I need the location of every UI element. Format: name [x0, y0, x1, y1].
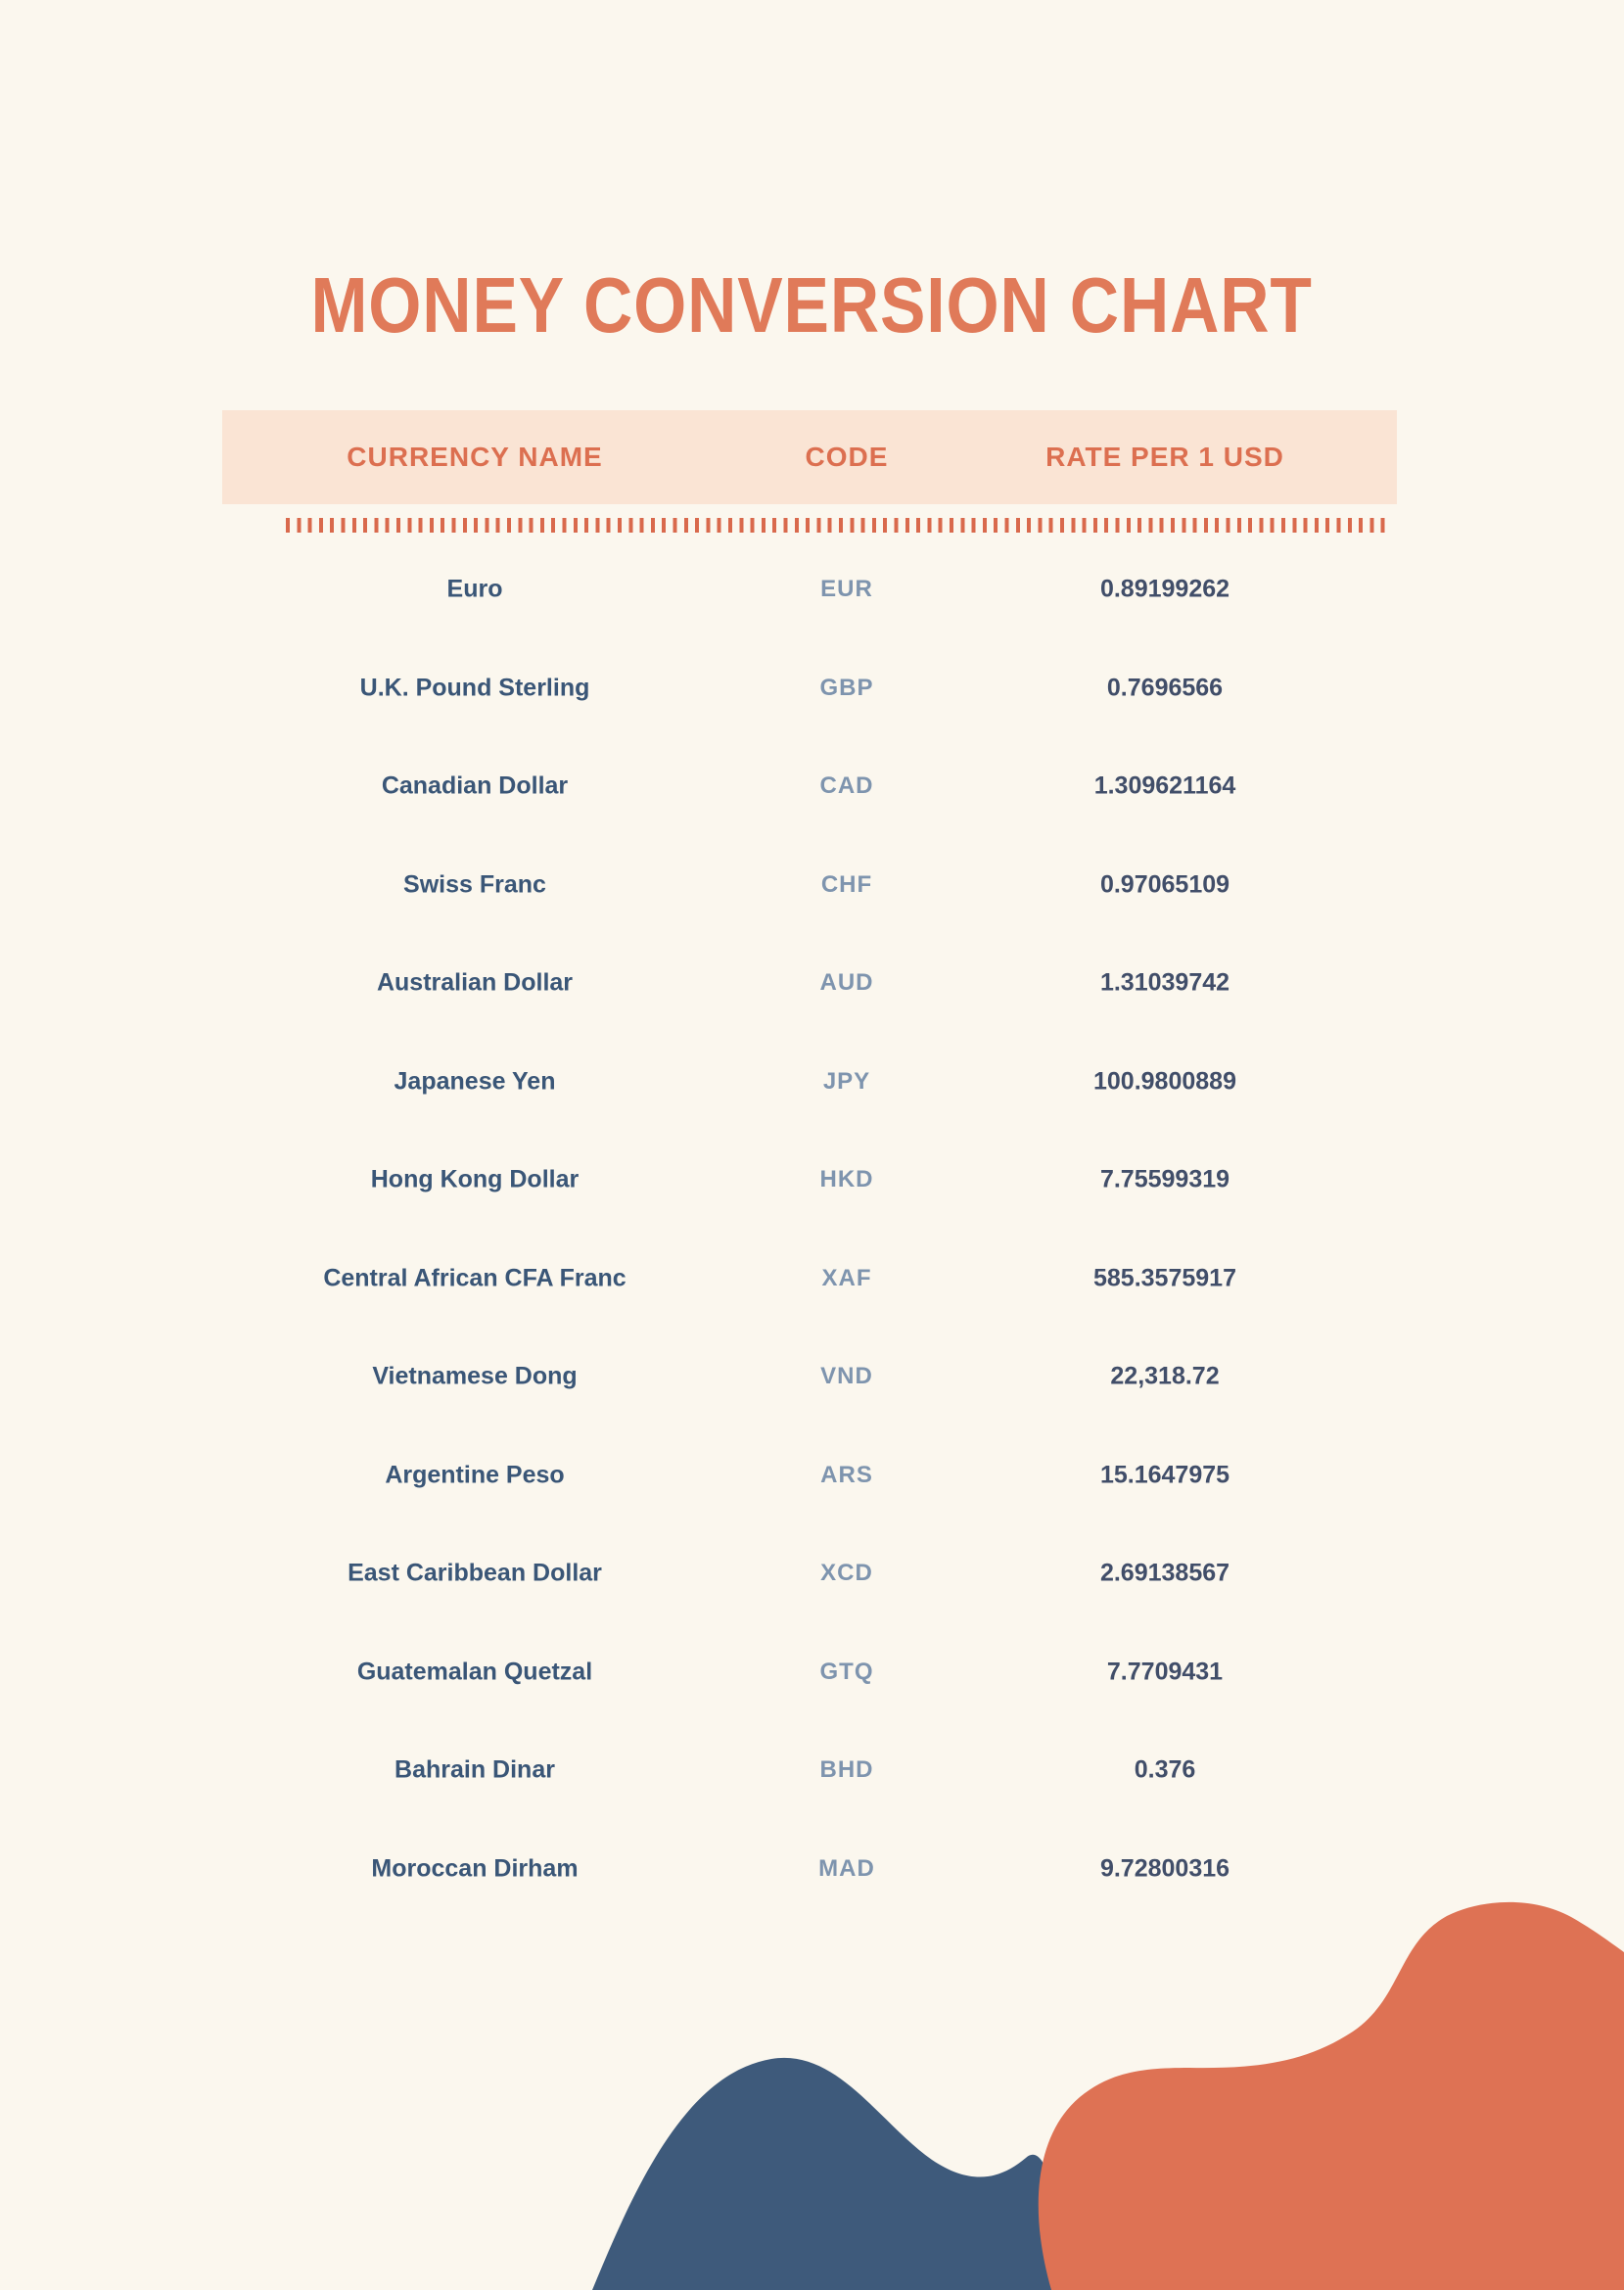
currency-name: Japanese Yen — [394, 1067, 556, 1096]
table-row — [0, 737, 1624, 836]
currency-rate: 1.309621164 — [1093, 771, 1236, 800]
table-row — [0, 1230, 1624, 1329]
currency-rate: 7.7709431 — [1106, 1658, 1224, 1686]
currency-code: BHD — [819, 1756, 874, 1784]
table-row — [0, 1033, 1624, 1132]
currency-rate: 0.376 — [1134, 1755, 1196, 1784]
currency-name: U.K. Pound Sterling — [359, 674, 590, 702]
currency-name: East Caribbean Dollar — [348, 1559, 602, 1587]
decorative-wave-shapes — [0, 1800, 1624, 2290]
currency-code: EUR — [820, 576, 873, 603]
currency-code: XCD — [820, 1560, 873, 1587]
currency-code: CAD — [819, 772, 874, 800]
currency-rate: 9.72800316 — [1099, 1854, 1230, 1883]
currency-rate: 0.89199262 — [1099, 575, 1230, 603]
currency-rate: 7.75599319 — [1099, 1165, 1230, 1193]
column-header-rate-per-1-usd: RATE PER 1 USD — [1045, 442, 1284, 472]
currency-rate: 1.31039742 — [1099, 968, 1230, 997]
currency-name: Canadian Dollar — [381, 771, 569, 800]
currency-rate: 15.1647975 — [1099, 1461, 1230, 1489]
currency-name: Euro — [446, 575, 503, 603]
currency-code: CHF — [820, 870, 873, 898]
currency-rate: 0.7696566 — [1106, 674, 1224, 702]
currency-rate: 2.69138567 — [1099, 1559, 1230, 1587]
currency-code: GTQ — [819, 1658, 874, 1685]
currency-name: Vietnamese Dong — [372, 1362, 578, 1390]
currency-name: Guatemalan Quetzal — [356, 1658, 593, 1686]
dashed-divider — [286, 518, 1388, 533]
currency-name: Argentine Peso — [385, 1461, 565, 1489]
currency-code: GBP — [819, 674, 874, 701]
table-row — [0, 1328, 1624, 1426]
currency-code: HKD — [819, 1166, 874, 1193]
page-title — [0, 260, 1624, 349]
table-row — [0, 1131, 1624, 1230]
table-row — [0, 639, 1624, 738]
currency-name: Bahrain Dinar — [394, 1755, 555, 1784]
conversion-table — [0, 540, 1624, 1918]
table-row — [0, 540, 1624, 639]
currency-code: MAD — [818, 1854, 875, 1882]
column-header-code: CODE — [805, 442, 889, 472]
currency-name: Moroccan Dirham — [371, 1854, 579, 1883]
column-header-currency-name: CURRENCY NAME — [347, 442, 603, 472]
currency-rate: 22,318.72 — [1110, 1362, 1220, 1390]
table-row — [0, 934, 1624, 1033]
currency-name: Australian Dollar — [376, 968, 574, 997]
currency-code: VND — [820, 1363, 873, 1390]
currency-name: Central African CFA Franc — [323, 1264, 626, 1292]
currency-code: ARS — [820, 1461, 873, 1488]
table-row — [0, 836, 1624, 935]
currency-rate: 0.97065109 — [1099, 870, 1230, 899]
navy-wave-shape — [592, 2058, 1071, 2290]
currency-code: AUD — [819, 969, 874, 997]
currency-name: Hong Kong Dollar — [370, 1165, 580, 1193]
table-row — [0, 1524, 1624, 1623]
page-title-text: MONEY CONVERSION CHART — [310, 260, 1314, 349]
table-row — [0, 1623, 1624, 1722]
currency-rate: 585.3575917 — [1093, 1264, 1236, 1292]
table-row — [0, 1426, 1624, 1525]
orange-blob-shape — [1039, 1902, 1624, 2290]
currency-rate: 100.9800889 — [1093, 1067, 1236, 1096]
currency-code: JPY — [822, 1067, 871, 1095]
currency-code: XAF — [821, 1264, 872, 1291]
currency-name: Swiss Franc — [403, 870, 546, 899]
